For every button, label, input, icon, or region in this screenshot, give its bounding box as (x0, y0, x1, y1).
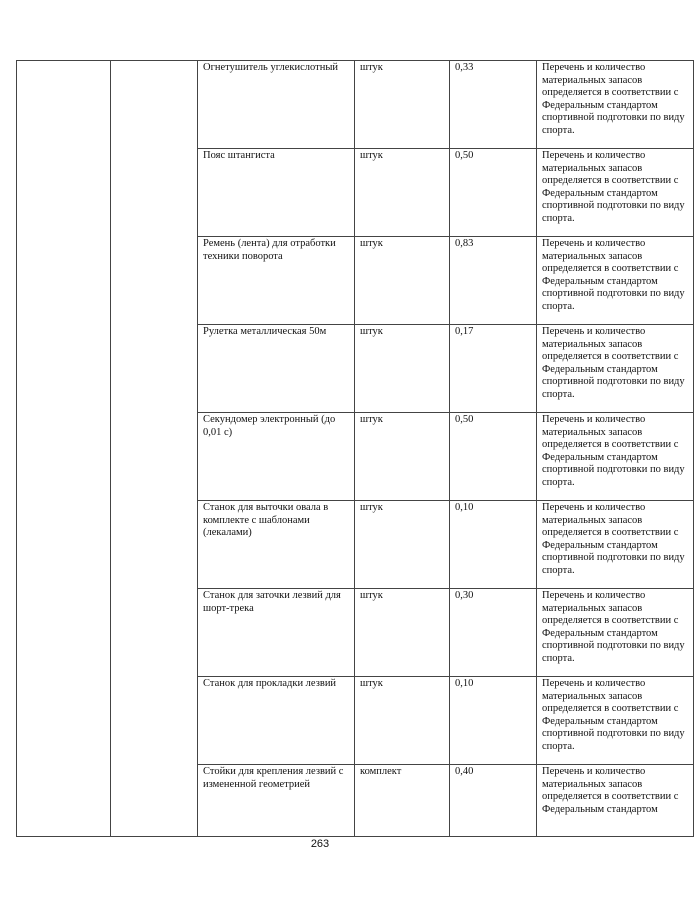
item-note: Перечень и количество материальных запасов определяется в соответствии с Федеральным стандартом спортивной подготовки по виду спорта. (537, 149, 694, 237)
item-unit: штук (355, 501, 450, 589)
item-unit: штук (355, 237, 450, 325)
page-number: 263 (310, 838, 330, 850)
item-unit: штук (355, 149, 450, 237)
item-note-text: Перечень и количество материальных запасов определяется в соответствии с Федеральным стандартом (542, 766, 679, 815)
item-name: Ремень (лента) для отработки техники поворота (198, 237, 355, 325)
item-name: Рулетка металлическая 50м (198, 325, 355, 413)
item-quantity: 0,50 (450, 413, 537, 501)
item-note: Перечень и количество материальных запасов определяется в соответствии с Федеральным стандартом спортивной подготовки по виду спорта. (537, 61, 694, 149)
item-name: Стойки для крепления лезвий с измененной геометрией (198, 765, 355, 837)
item-note: Перечень и количество материальных запасов определяется в соответствии с Федеральным стандартом спортивной подготовки по виду спорта. (537, 237, 694, 325)
item-note: Перечень и количество материальных запасов определяется в соответствии с Федеральным стандартом спортивной подготовки по виду спорта. (537, 677, 694, 765)
item-unit: комплект (355, 765, 450, 837)
item-name: Станок для заточки лезвий для шорт-трека (198, 589, 355, 677)
item-note: Перечень и количество материальных запасов определяется в соответствии с Федеральным стандартом спортивной подготовки по виду спорта. (537, 589, 694, 677)
item-quantity: 0,50 (450, 149, 537, 237)
item-note (537, 765, 694, 837)
item-note: Перечень и количество материальных запасов определяется в соответствии с Федеральным стандартом спортивной подготовки по виду спорта. (537, 501, 694, 589)
item-quantity: 0,83 (450, 237, 537, 325)
item-note: Перечень и количество материальных запасов определяется в соответствии с Федеральным стандартом спортивной подготовки по виду спорта. (537, 325, 694, 413)
item-quantity: 0,17 (450, 325, 537, 413)
item-name: Секундомер электронный (до 0,01 с) (198, 413, 355, 501)
table-row (17, 61, 694, 149)
item-note: Перечень и количество материальных запасов определяется в соответствии с Федеральным стандартом спортивной подготовки по виду спорта. (537, 413, 694, 501)
item-unit: штук (355, 589, 450, 677)
item-unit: штук (355, 413, 450, 501)
item-name: Пояс штангиста (198, 149, 355, 237)
item-quantity: 0,30 (450, 589, 537, 677)
item-unit: штук (355, 325, 450, 413)
item-name: Огнетушитель углекислотный (198, 61, 355, 149)
item-unit: штук (355, 61, 450, 149)
item-unit: штук (355, 677, 450, 765)
empty-cell-left (17, 61, 111, 837)
empty-cell-second (111, 61, 198, 837)
item-quantity: 0,33 (450, 61, 537, 149)
equipment-table (16, 60, 694, 837)
item-quantity: 0,10 (450, 677, 537, 765)
item-quantity: 0,40 (450, 765, 537, 837)
item-name: Станок для выточки овала в комплекте с шаблонами (лекалами) (198, 501, 355, 589)
item-name: Станок для прокладки лезвий (198, 677, 355, 765)
item-quantity: 0,10 (450, 501, 537, 589)
